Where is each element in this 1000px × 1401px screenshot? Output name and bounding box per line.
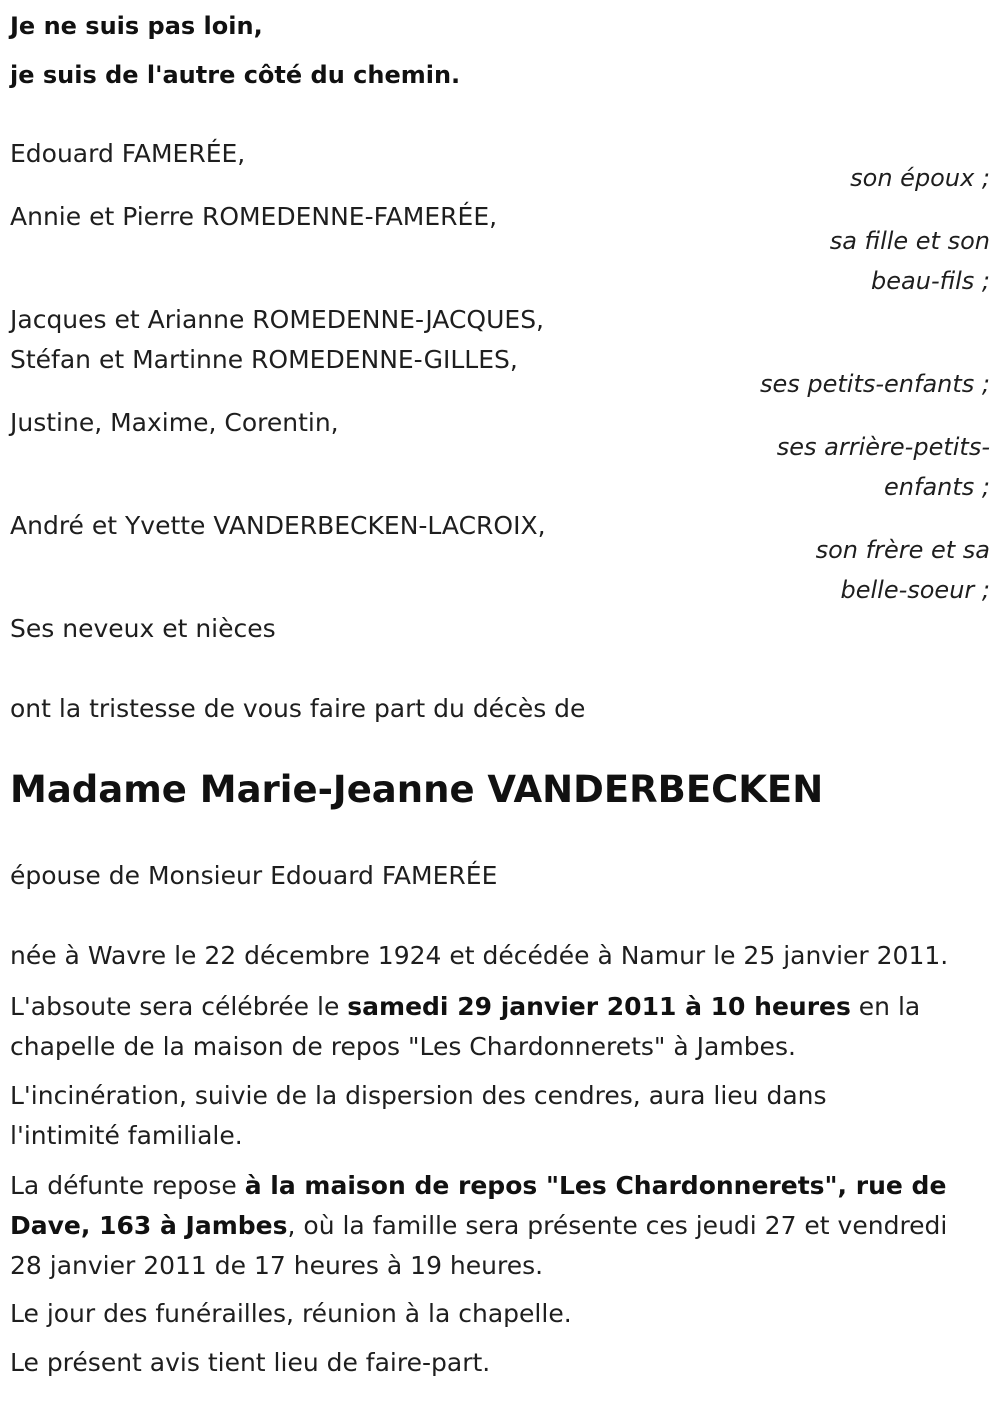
visitation-paragraph bbox=[10, 1166, 995, 1286]
family-name-grandchild-2: Stéfan et Martinne ROMEDENNE-GILLES, bbox=[10, 345, 518, 374]
incineration-line-2: l'intimité familiale. bbox=[10, 1121, 243, 1150]
family-name-grandchild-1: Jacques et Arianne ROMEDENNE-JACQUES, bbox=[10, 305, 545, 334]
visitation-line-3: 28 janvier 2011 de 17 heures à 19 heures. bbox=[10, 1251, 544, 1280]
family-name-daughter: Annie et Pierre ROMEDENNE-FAMERÉE, bbox=[10, 202, 498, 231]
family-name-brother: André et Yvette VANDERBECKEN-LACROIX, bbox=[10, 511, 546, 540]
relation-daughter-line-2: beau-fils ; bbox=[871, 267, 990, 295]
spouse-line: épouse de Monsieur Edouard FAMERÉE bbox=[10, 861, 498, 890]
family-name-great-grandchildren: Justine, Maxime, Corentin, bbox=[10, 408, 339, 437]
birth-death-line: née à Wavre le 22 décembre 1924 et décédée à Namur le 25 janvier 2011. bbox=[10, 941, 949, 970]
relation-spouse: son époux ; bbox=[850, 164, 990, 192]
visitation-suffix: , où la famille sera présente ces jeudi 27 et vendredi bbox=[287, 1211, 948, 1240]
ceremony-date: samedi 29 janvier 2011 à 10 heures bbox=[347, 992, 851, 1021]
family-name-nephews: Ses neveux et nièces bbox=[10, 614, 276, 643]
quote-line-1: Je ne suis pas loin, bbox=[10, 12, 263, 40]
relation-great-grandchildren-line-2: enfants ; bbox=[884, 473, 990, 501]
relation-brother-line-1: son frère et sa bbox=[815, 536, 990, 564]
relation-brother-line-2: belle-soeur ; bbox=[840, 576, 990, 604]
visitation-prefix: La défunte repose bbox=[10, 1171, 245, 1200]
ceremony-line-1 bbox=[10, 987, 995, 1027]
relation-daughter-line-1: sa fille et son bbox=[829, 227, 990, 255]
funeral-day-line: Le jour des funérailles, réunion à la chapelle. bbox=[10, 1299, 572, 1328]
incineration-line-1: L'incinération, suivie de la dispersion des cendres, aura lieu dans bbox=[10, 1081, 827, 1110]
ceremony-line-2: chapelle de la maison de repos "Les Chardonnerets" à Jambes. bbox=[10, 1032, 796, 1061]
relation-great-grandchildren-line-1: ses arrière-petits- bbox=[776, 433, 990, 461]
announcement-text: ont la tristesse de vous faire part du décès de bbox=[10, 694, 586, 723]
visitation-place-part-1: à la maison de repos "Les Chardonnerets", rue de bbox=[244, 1171, 947, 1200]
ceremony-suffix: en la bbox=[850, 992, 921, 1021]
relation-grandchildren: ses petits-enfants ; bbox=[759, 370, 990, 398]
visitation-line-2 bbox=[10, 1206, 995, 1246]
ceremony-prefix: L'absoute sera célébrée le bbox=[10, 992, 348, 1021]
visitation-line-1 bbox=[10, 1166, 995, 1206]
incineration-paragraph bbox=[10, 1076, 995, 1156]
quote-line-2: je suis de l'autre côté du chemin. bbox=[10, 61, 461, 89]
visitation-place-part-2: Dave, 163 à Jambes bbox=[10, 1211, 288, 1240]
notice-line: Le présent avis tient lieu de faire-part. bbox=[10, 1348, 491, 1377]
family-name-spouse: Edouard FAMERÉE, bbox=[10, 139, 246, 168]
ceremony-paragraph bbox=[10, 987, 995, 1067]
deceased-name: Madame Marie-Jeanne VANDERBECKEN bbox=[10, 768, 824, 811]
